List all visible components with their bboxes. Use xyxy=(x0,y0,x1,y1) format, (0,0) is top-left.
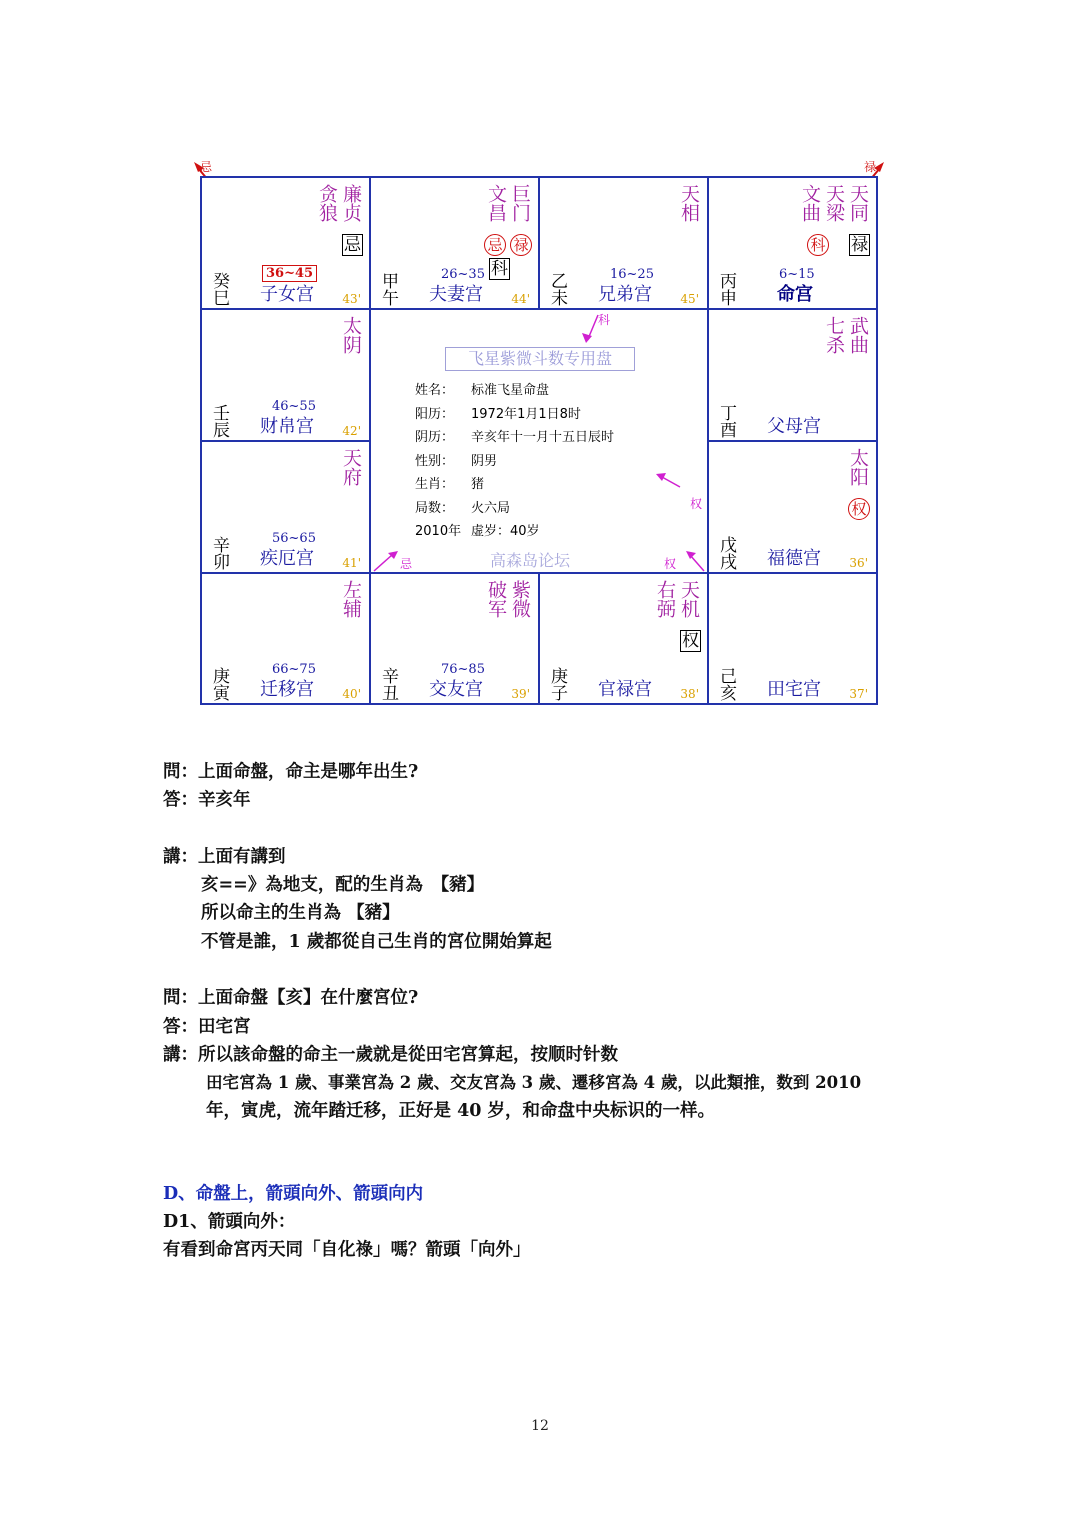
trans-mark: 禄 xyxy=(851,235,868,255)
palace-chen xyxy=(200,308,371,442)
palace-name: 兄弟宫 xyxy=(598,284,652,305)
explain-1-line: 亥==》為地支，配的生肖為 【豬】 xyxy=(201,875,485,895)
age-range: 26~35 xyxy=(441,267,485,282)
stem-branch: 甲午 xyxy=(378,272,398,306)
palace-name: 命宫 xyxy=(777,284,813,305)
corner-left-label: 忌 xyxy=(200,160,213,174)
explain-1: 講：上面有講到 xyxy=(163,847,286,867)
palace-si xyxy=(200,176,371,310)
trans-circle-mark: 权 xyxy=(848,498,870,520)
star: 左辅 xyxy=(340,580,362,618)
chart-center xyxy=(370,309,708,573)
palace-you xyxy=(707,308,878,442)
section-heading: D、命盤上，箭頭向外、箭頭向内 xyxy=(163,1184,424,1204)
palace-number: 42' xyxy=(342,424,361,438)
palace-number: 37' xyxy=(849,687,868,701)
star: 文曲 xyxy=(799,184,821,222)
arrow-label-ji-bottom: 忌 xyxy=(400,557,413,571)
star: 天同 xyxy=(847,184,869,222)
explain-1-line: 所以命主的生肖為 【豬】 xyxy=(201,903,400,923)
palace-wei xyxy=(538,176,709,310)
star: 巨门 xyxy=(509,184,531,222)
age-range: 76~85 xyxy=(441,662,485,677)
info-row: 姓名： 标准飞星命盘 xyxy=(415,383,550,398)
age-range: 66~75 xyxy=(272,662,316,677)
palace-name: 财帛宫 xyxy=(260,416,314,437)
trans-circle-mark: 禄 xyxy=(510,234,532,256)
palace-number: 43' xyxy=(342,292,361,306)
stem-branch: 丙申 xyxy=(716,272,736,306)
star: 天相 xyxy=(678,184,700,222)
age-range: 36~45 xyxy=(262,265,317,282)
palace-zi xyxy=(538,572,709,705)
age-range: 46~55 xyxy=(272,399,316,414)
star: 贪狼 xyxy=(316,184,338,222)
stem-branch: 乙未 xyxy=(547,272,567,306)
stem-branch: 辛卯 xyxy=(209,536,229,570)
trans-mark: 忌 xyxy=(344,235,361,255)
trans-circle-mark: 科 xyxy=(807,234,829,256)
palace-number: 38' xyxy=(680,687,699,701)
trans-mark: 权 xyxy=(682,631,699,651)
arrow-label-quan-bottom: 权 xyxy=(664,557,677,571)
star: 破军 xyxy=(485,580,507,618)
palace-name: 父母宫 xyxy=(767,416,821,437)
palace-number: 36' xyxy=(849,556,868,570)
age-range: 56~65 xyxy=(272,531,316,546)
forum-watermark: 高森岛论坛 xyxy=(490,551,571,570)
answer-1: 答：辛亥年 xyxy=(163,790,251,810)
palace-number: 45' xyxy=(680,292,699,306)
info-row: 性别： 阴男 xyxy=(415,454,498,469)
star: 紫微 xyxy=(509,580,531,618)
palace-shen xyxy=(707,176,878,310)
star: 七杀 xyxy=(823,316,845,354)
age-range: 16~25 xyxy=(610,267,654,282)
stem-branch: 戊戌 xyxy=(716,536,736,570)
arrow-label-ke: 科 xyxy=(598,313,611,327)
explain-1-line: 不管是誰，1 歲都從自己生肖的宮位開始算起 xyxy=(201,932,552,952)
trans-mark: 科 xyxy=(491,259,508,279)
info-row: 局数： 火六局 xyxy=(415,501,511,516)
star: 天梁 xyxy=(823,184,845,222)
palace-number: 41' xyxy=(342,556,361,570)
palace-xu xyxy=(707,440,878,574)
explain-2-line: 年，寅虎，流年踏迁移，正好是 40 岁，和命盘中央标识的一样。 xyxy=(206,1101,716,1121)
info-row: 阴历： 辛亥年十一月十五日辰时 xyxy=(415,430,615,445)
palace-wu xyxy=(369,176,540,310)
chart-title: 飞星紫微斗数专用盘 xyxy=(445,347,635,371)
palace-name: 子女宫 xyxy=(260,284,314,305)
stem-branch: 壬辰 xyxy=(209,404,229,438)
star: 天府 xyxy=(340,448,362,486)
palace-name: 福德宫 xyxy=(767,548,821,569)
star: 天机 xyxy=(678,580,700,618)
flying-star-arrows xyxy=(370,309,708,573)
d1-text: 有看到命宮丙天同「自化祿」嗎？箭頭「向外」 xyxy=(163,1240,531,1260)
info-row: 阳历： 1972年1月1日8时 xyxy=(415,407,581,422)
palace-yin xyxy=(200,572,371,705)
trans-circle-mark: 忌 xyxy=(484,234,506,256)
palace-hai xyxy=(707,572,878,705)
palace-name: 官禄宫 xyxy=(598,679,652,700)
star: 太阴 xyxy=(340,316,362,354)
star: 廉贞 xyxy=(340,184,362,222)
question-1: 問：上面命盤，命主是哪年出生? xyxy=(163,762,419,782)
star: 太阳 xyxy=(847,448,869,486)
arrow-label-quan: 权 xyxy=(690,497,703,511)
stem-branch: 己亥 xyxy=(716,667,736,701)
age-range: 6~15 xyxy=(779,267,815,282)
palace-name: 田宅宫 xyxy=(767,679,821,700)
palace-name: 疾厄宫 xyxy=(260,548,314,569)
info-row: 2010年 虚岁：40岁 xyxy=(415,524,540,539)
star: 右弼 xyxy=(654,580,676,618)
explain-2-line: 田宅宮為 1 歲、事業宮為 2 歲、交友宮為 3 歲、遷移宮為 4 歲，以此類推，数到 2010 xyxy=(206,1073,862,1092)
ziwei-chart xyxy=(200,160,878,705)
answer-2: 答：田宅宮 xyxy=(163,1017,251,1037)
stem-branch: 庚子 xyxy=(547,667,567,701)
palace-name: 迁移宫 xyxy=(260,679,314,700)
stem-branch: 辛丑 xyxy=(378,667,398,701)
stem-branch: 癸巳 xyxy=(209,272,229,306)
info-row: 生肖： 猪 xyxy=(415,477,485,492)
palace-number: 39' xyxy=(511,687,530,701)
subsection-d1: D1、箭頭向外： xyxy=(163,1212,296,1232)
stem-branch: 丁酉 xyxy=(716,404,736,438)
stem-branch: 庚寅 xyxy=(209,667,229,701)
palace-number: 40' xyxy=(342,687,361,701)
question-2: 問：上面命盤【亥】在什麼宮位? xyxy=(163,988,419,1008)
corner-right-label: 禄 xyxy=(864,160,877,174)
palace-name: 夫妻宫 xyxy=(429,284,483,305)
palace-number: 44' xyxy=(511,292,530,306)
palace-name: 交友宫 xyxy=(429,679,483,700)
star: 武曲 xyxy=(847,316,869,354)
star: 文昌 xyxy=(485,184,507,222)
palace-mao xyxy=(200,440,371,574)
explain-2: 講：所以該命盤的命主一歲就是從田宅宮算起，按顺时针数 xyxy=(163,1045,618,1065)
palace-chou xyxy=(369,572,540,705)
page-number: 12 xyxy=(531,1418,549,1434)
